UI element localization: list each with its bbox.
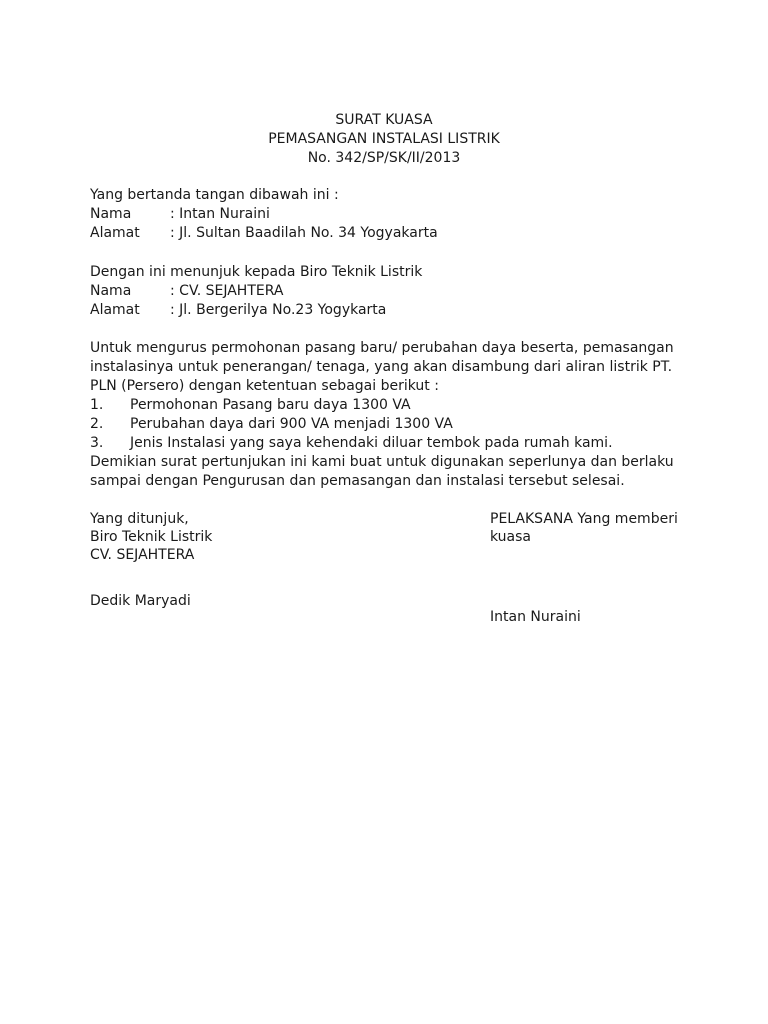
list-item-text: Perubahan daya dari 900 VA menjadi 1300 VA: [130, 416, 453, 432]
list-item: [90, 415, 690, 434]
grantor-address-label: Alamat: [90, 225, 140, 241]
signature-left-line: Yang ditunjuk,: [90, 511, 189, 527]
grantee-name-row: [90, 282, 422, 301]
letter-number: No. 342/SP/SK/II/2013: [307, 150, 461, 166]
body-section: [90, 339, 690, 491]
grantee-section: [90, 263, 422, 320]
grantee-address-row: [90, 301, 422, 320]
grantee-address-label: Alamat: [90, 302, 140, 318]
signature-left-line: CV. SEJAHTERA: [90, 547, 195, 563]
grantor-name-value: : Intan Nuraini: [170, 206, 270, 222]
grantee-address-value: : Jl. Bergerilya No.23 Yogykarta: [170, 302, 387, 318]
letter-subtitle: PEMASANGAN INSTALASI LISTRIK: [268, 131, 500, 147]
grantor-section: [90, 186, 438, 243]
grantee-intro: Dengan ini menunjuk kepada Biro Teknik Listrik: [90, 264, 423, 280]
list-item: [90, 434, 690, 453]
signature-right: [490, 510, 690, 546]
grantor-address-row: [90, 224, 438, 243]
signature-right-line: kuasa: [490, 529, 532, 545]
letter-header: [0, 111, 768, 168]
signature-right-line: PELAKSANA Yang memberi: [490, 511, 678, 527]
grantor-name-row: [90, 205, 438, 224]
body-line: PLN (Persero) dengan ketentuan sebagai berikut :: [90, 378, 439, 394]
list-item-text: Jenis Instalasi yang saya kehendaki diluar tembok pada rumah kami.: [130, 435, 613, 451]
signature-left-name: Dedik Maryadi: [90, 593, 191, 609]
grantor-name-label: Nama: [90, 206, 132, 222]
signature-left: [90, 510, 212, 564]
signature-left-line: Biro Teknik Listrik: [90, 529, 213, 545]
grantee-name-value: : CV. SEJAHTERA: [170, 283, 284, 299]
list-item: [90, 396, 690, 415]
body-line: Untuk mengurus permohonan pasang baru/ perubahan daya beserta, pemasangan: [90, 340, 674, 356]
grantor-intro: Yang bertanda tangan dibawah ini :: [90, 187, 339, 203]
grantee-name-label: Nama: [90, 283, 132, 299]
signature-right-name: Intan Nuraini: [490, 609, 581, 625]
list-item-number: 3.: [90, 435, 104, 451]
closing-line: sampai dengan Pengurusan dan pemasangan dan instalasi tersebut selesai.: [90, 473, 625, 489]
grantor-address-value: : Jl. Sultan Baadilah No. 34 Yogyakarta: [170, 225, 438, 241]
list-item-number: 2.: [90, 416, 104, 432]
letter-title: SURAT KUASA: [335, 112, 433, 128]
list-item-number: 1.: [90, 397, 104, 413]
closing-line: Demikian surat pertunjukan ini kami buat untuk digunakan seperlunya dan berlaku: [90, 454, 674, 470]
list-item-text: Permohonan Pasang baru daya 1300 VA: [130, 397, 411, 413]
body-line: instalasinya untuk penerangan/ tenaga, yang akan disambung dari aliran listrik PT.: [90, 359, 673, 375]
